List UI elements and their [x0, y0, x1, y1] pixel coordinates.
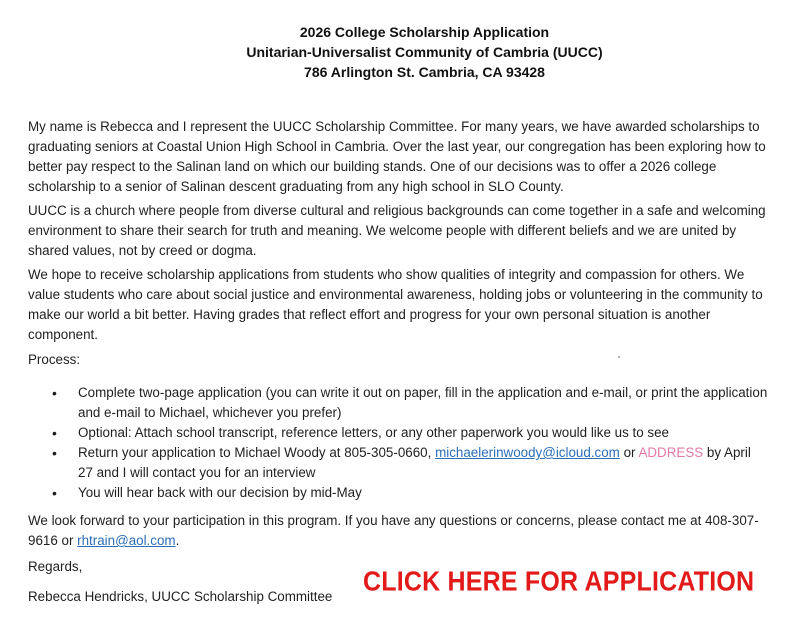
- application-link-button[interactable]: CLICK HERE FOR APPLICATION: [363, 566, 755, 598]
- bullet-icon: •: [52, 425, 57, 441]
- header-organization: Unitarian-Universalist Community of Cambria (UUCC): [246, 44, 603, 60]
- process-list: [48, 383, 768, 503]
- bullet-icon: •: [52, 445, 57, 461]
- list-item: [48, 423, 768, 443]
- process-step-optional: Optional: Attach school transcript, reference letters, or any other paperwork you would like us to see: [78, 425, 669, 440]
- process-step-or: or: [619, 445, 639, 460]
- list-item: [48, 383, 768, 423]
- process-step-application: Complete two-page application (you can write it out on paper, fill in the application and e-mail, or print the application and e-mail to Michael, whichever you prefer): [78, 385, 768, 420]
- michael-email-link[interactable]: michaelerinwoody@icloud.com: [435, 445, 620, 460]
- closing-text: We look forward to your participation in this program. If you have any questions or concerns, please contact me at 408-307-9616 or: [28, 513, 759, 548]
- process-step-return-text: Return your application to Michael Woody at 805-305-0660,: [78, 445, 436, 460]
- bullet-icon: •: [52, 485, 57, 501]
- about-paragraph: UUCC is a church where people from diverse cultural and religious backgrounds can come together in a safe and welcoming environment to share their search for truth and meaning. We welcome people with different beliefs and we are united by shared values, not by creed or dogma.: [28, 203, 766, 258]
- closing-period: .: [175, 533, 180, 548]
- header-title: 2026 College Scholarship Application: [299, 24, 550, 40]
- list-item: [48, 483, 768, 503]
- bullet-icon: •: [52, 385, 57, 401]
- address-placeholder: ADDRESS: [638, 445, 704, 460]
- process-label: Process:: [28, 352, 81, 367]
- regards-line: Regards,: [28, 559, 83, 574]
- closing-paragraph: [28, 511, 776, 551]
- intro-paragraph: My name is Rebecca and I represent the UUCC Scholarship Committee. For many years, we have awarded scholarships to graduating seniors at Coastal Union High School in Cambria. Over the last year, our congregation has been exploring how to better pay respect to the Salinan land on which our building stands. One of our decisions was to offer a 2026 college scholarship to a senior of Salinan descent graduating from any high school in SLO County.: [28, 119, 766, 194]
- hope-paragraph: We hope to receive scholarship applications from students who show qualities of integrity and compassion for others. We value students who care about social justice and environmental awareness, holding jobs or volunteering in the community to make our world a bit better. Having grades that reflect effort and progress for your own personal situation is another component.: [28, 267, 763, 342]
- process-step-decision: You will hear back with our decision by mid-May: [78, 485, 362, 500]
- rebecca-email-link[interactable]: rhtrain@aol.com: [77, 533, 176, 548]
- header-address: 786 Arlington St. Cambria, CA 93428: [304, 64, 545, 80]
- signature-line: Rebecca Hendricks, UUCC Scholarship Committee: [28, 589, 333, 604]
- process-step-return-deadline: by April 27 and I will contact you for an interview: [78, 445, 751, 480]
- list-item: [48, 443, 768, 483]
- letter-header: [0, 22, 793, 82]
